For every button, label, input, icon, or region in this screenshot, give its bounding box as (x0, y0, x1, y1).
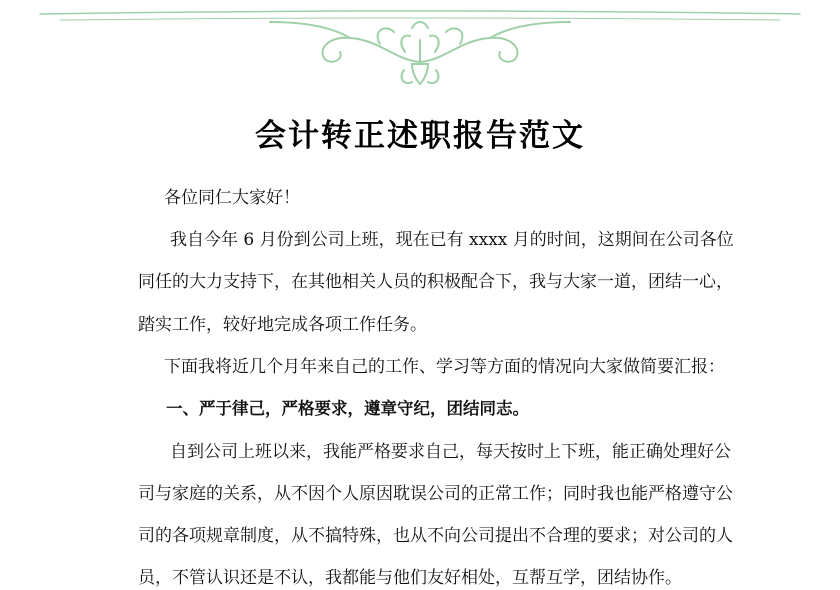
paragraph-3-line-2: 司与家庭的关系，从不因个人原因耽误公司的正常工作；同时我也能严格遵守公 (138, 484, 733, 504)
section-heading-1: 一、严于律己，严格要求，遵章守纪，团结同志。 (166, 399, 529, 418)
paragraph-3-line-1: 自到公司上班以来，我能严格要求自己，每天按时上下班，能正确处理好公 (170, 442, 731, 462)
decorative-header-ornament (0, 0, 840, 95)
greeting-line: 各位同仁大家好！ (164, 188, 300, 208)
paragraph-1-line-1: 我自今年 6 月份到公司上班，现在已有 xxxx 月的时间，这期间在公司各位 (170, 230, 734, 250)
paragraph-2: 下面我将近几个月年来自己的工作、学习等方面的情况向大家做简要汇报： (164, 357, 725, 377)
paragraph-1-line-3: 踏实工作，较好地完成各项工作任务。 (138, 315, 427, 335)
document-title: 会计转正述职报告范文 (255, 118, 585, 154)
paragraph-3-line-3: 司的各项规章制度，从不搞特殊，也从不向公司提出不合理的要求；对公司的人 (138, 526, 733, 546)
paragraph-3-line-4: 员，不管认识还是不认，我都能与他们友好相处，互帮互学，团结协作。 (138, 568, 682, 588)
paragraph-1-line-2: 同任的大力支持下，在其他相关人员的积极配合下，我与大家一道，团结一心， (138, 272, 733, 292)
